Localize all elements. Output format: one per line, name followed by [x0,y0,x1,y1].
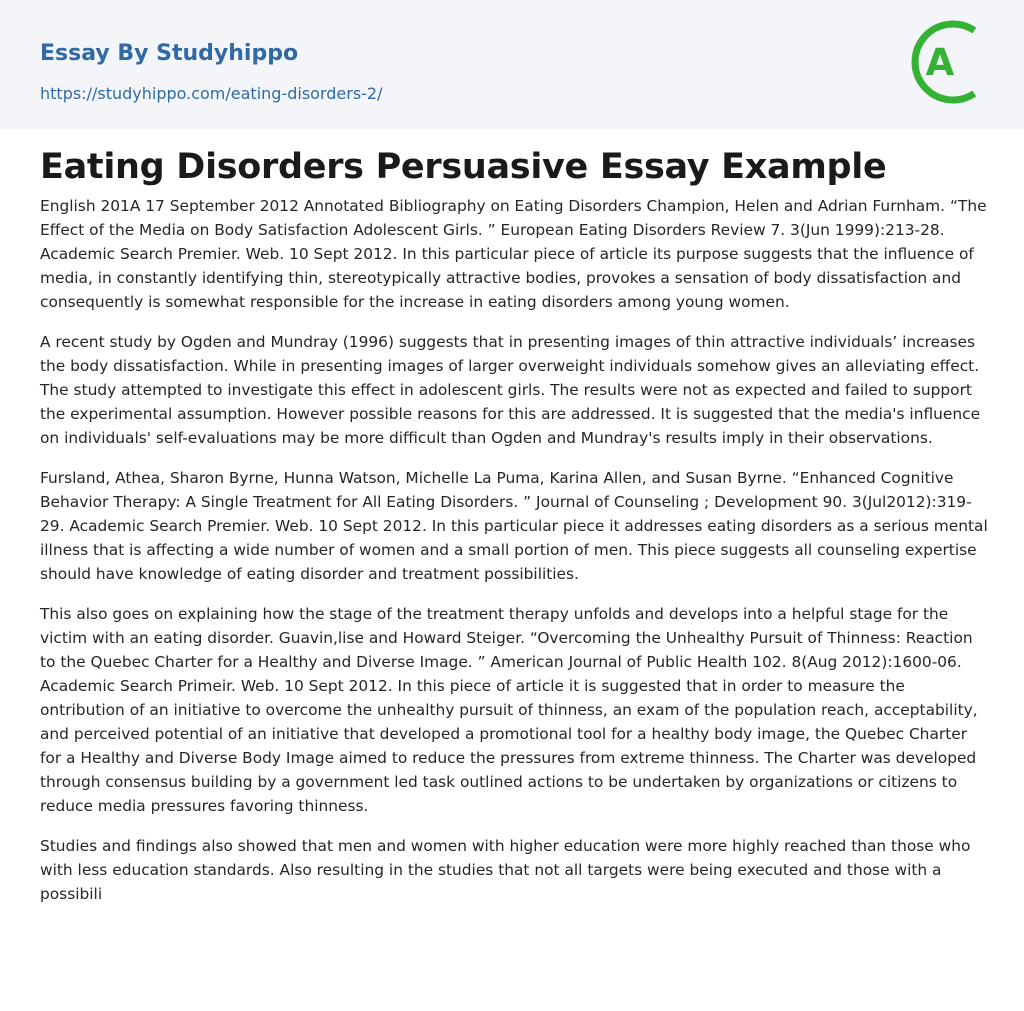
article-body [40,194,990,922]
article-paragraph: Studies and findings also showed that men and women with higher education were more highly reached than those who with less education standards. Also resulting in the studies that not all targets were being executed and those with a possibili [40,837,971,903]
article-paragraph: English 201A 17 September 2012 Annotated Bibliography on Eating Disorders Champion, Helen and Adrian Furnham. “The Effect of the Media on Body Satisfaction Adolescent Girls. ” European Eating Disorders Review 7. 3(Jun 1999):213-28. Academic Search Premier. Web. 10 Sept 2012. In this particular piece of article its purpose suggests that the influence of media, in constantly identifying thin, stereotypically attractive bodies, provokes a sensation of body dissatisfaction and consequently is somewhat responsible for the increase in eating disorders among young women. [40,197,987,311]
article-paragraph: This also goes on explaining how the stage of the treatment therapy unfolds and develops into a helpful stage for the victim with an eating disorder. Guavin,lise and Howard Steiger. “Overcoming the Unhealthy Pursuit of Thinness: Reaction to the Quebec Charter for a Healthy and Diverse Image. ” American Journal of Public Health 102. 8(Aug 2012):1600-06. Academic Search Primeir. Web. 10 Sept 2012. In this piece of article it is suggested that in order to measure the ontribution of an initiative to overcome the unhealthy pursuit of thinness, an exam of the population reach, acceptability, and perceived potential of an initiative that developed a promotional tool for a healthy body image, the Quebec Charter for a Healthy and Diverse Body Image aimed to reduce the pressures from extreme thinness. The Charter was developed through consensus building by a government led task outlined actions to be undertaken by organizations or citizens to reduce media pressures favoring thinness. [40,605,978,815]
site-header [0,0,1024,129]
page-url-link[interactable]: https://studyhippo.com/eating-disorders-2/ [40,84,383,103]
article-paragraph: A recent study by Ogden and Mundray (1996) suggests that in presenting images of thin attractive individuals’ increases the body dissatisfaction. While in presenting images of larger overweight individuals somehow gives an alleviating effect. The study attempted to investigate this effect in adolescent girls. The results were not as expected and failed to support the experimental assumption. However possible reasons for this are addressed. It is suggested that the media's influence on individuals' self-evaluations may be more difficult than Ogden and Mundray's results imply in their observations. [40,333,981,447]
logo-a-icon[interactable] [910,17,990,107]
article-paragraph: Fursland, Athea, Sharon Byrne, Hunna Watson, Michelle La Puma, Karina Allen, and Susan Byrne. “Enhanced Cognitive Behavior Therapy: A Single Treatment for All Eating Disorders. ” Journal of Counseling ; Development 90. 3(Jul2012):319-29. Academic Search Premier. Web. 10 Sept 2012. In this particular piece it addresses eating disorders as a serious mental illness that is affecting a wide number of women and a small portion of men. This piece suggests all counseling expertise should have knowledge of eating disorder and treatment possibilities. [40,469,988,583]
article-title: Eating Disorders Persuasive Essay Example [40,147,887,187]
logo-letter: A [925,41,955,84]
site-brand[interactable]: Essay By Studyhippo [40,41,299,66]
